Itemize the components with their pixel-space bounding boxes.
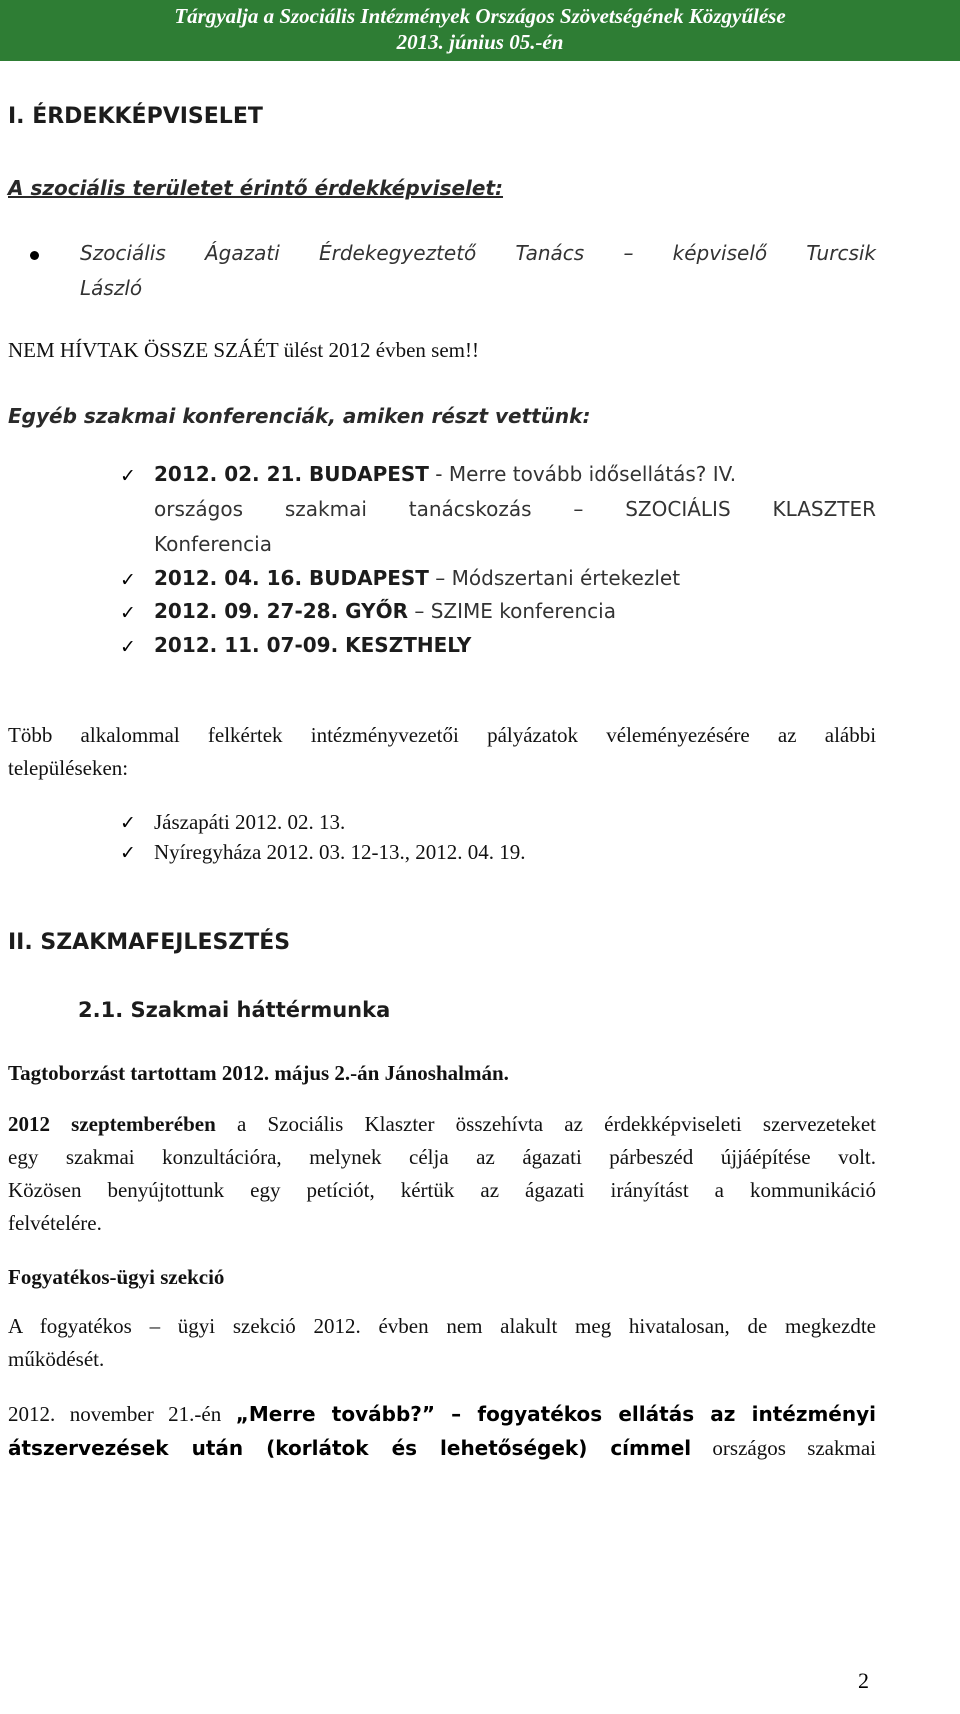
conference-topic: – SZIME konferencia (408, 599, 616, 623)
conference-item-2 (154, 566, 680, 590)
conference-topic: - Merre tovább idősellátás? IV. (428, 462, 737, 486)
paragraph-1-date: 2012 szeptemberében (8, 1112, 216, 1136)
conference-item-1-line-3: Konferencia (154, 532, 272, 556)
paragraph-1-line-1 (8, 1112, 876, 1137)
bullet-line-1 (80, 241, 876, 265)
header-title: Tárgyalja a Szociális Intézmények Országos Szövetségének Közgyűlése (174, 4, 786, 28)
notice-text: NEM HÍVTAK ÖSSZE SZÁÉT ülést 2012 évben sem!! (8, 338, 479, 362)
recruitment-text: Tagtoborzást tartottam 2012. május 2.-án Jánoshalmán. (8, 1061, 509, 1085)
check-icon: ✓ (120, 812, 136, 834)
paragraph-2-line-2: működését. (8, 1347, 105, 1371)
paragraph-3-date: 2012. november 21.-én (8, 1402, 236, 1426)
paragraph-1-line-2: egy szakmai konzultációra, melynek célja az ágazati párbeszéd újjáépítése volt. (8, 1145, 876, 1169)
page-number: 2 (858, 1668, 869, 1693)
bullet-word: képviselő (672, 241, 768, 265)
paragraph-3-event-title: „Merre tovább?” – fogyatékos ellátás az intézményi (235, 1402, 876, 1426)
disability-section-title: Fogyatékos-ügyi szekció (8, 1265, 225, 1289)
conference-word: tanácskozás (408, 497, 532, 521)
paragraph-3-text: országos szakmai (691, 1436, 876, 1460)
opinion-word: pályázatok (487, 723, 579, 747)
conference-item-4 (154, 633, 471, 657)
opinion-word: alábbi (824, 723, 877, 747)
opinion-word: Több (8, 723, 53, 747)
place-item-1: Jászapáti 2012. 02. 13. (154, 810, 346, 834)
conferences-title: Egyéb szakmai konferenciák, amiken részt vettünk: (8, 404, 591, 428)
check-icon: ✓ (120, 636, 136, 658)
paragraph-2-line-1: A fogyatékos – ügyi szekció 2012. évben nem alakult meg hivatalosan, de megkezdte (8, 1314, 876, 1338)
paragraph-1-line-4: felvételére. (8, 1211, 102, 1235)
section-2-title: II. SZAKMAFEJLESZTÉS (8, 930, 291, 955)
conference-date-place: 2012. 11. 07-09. KESZTHELY (154, 633, 472, 657)
bullet-word: Szociális (80, 241, 166, 265)
conference-date-place: 2012. 09. 27-28. GYŐR (154, 599, 409, 623)
conference-word: országos (154, 497, 243, 521)
bullet-icon (30, 251, 39, 260)
check-icon: ✓ (120, 569, 136, 591)
conference-date-place: 2012. 02. 21. BUDAPEST (154, 462, 429, 486)
conference-word: szakmai (284, 497, 367, 521)
conference-topic: – Módszertani értekezlet (428, 566, 681, 590)
section-2-subtitle: 2.1. Szakmai háttérmunka (78, 998, 391, 1022)
conference-word: KLASZTER (772, 497, 877, 521)
conference-item-3 (154, 599, 616, 623)
check-icon: ✓ (120, 602, 136, 624)
paragraph-1-line-3: Közösen benyújtottunk egy petíciót, kértük az ágazati irányítást a kommunikáció (8, 1178, 876, 1202)
conference-item-1-line-2 (154, 497, 876, 521)
bullet-word: – (623, 241, 634, 265)
bullet-word: Érdekegyeztető (318, 241, 477, 265)
opinion-line-2: településeken: (8, 756, 129, 780)
paragraph-1-text: a Szociális Klaszter összehívta az érdekképviseleti szervezeteket (215, 1112, 877, 1136)
opinion-word: véleményezésére (606, 723, 750, 747)
bullet-line-2: László (80, 276, 143, 300)
opinion-word: alkalommal (80, 723, 180, 747)
paragraph-3-line-2 (8, 1436, 876, 1461)
conference-date-place: 2012. 04. 16. BUDAPEST (154, 566, 429, 590)
bullet-word: Ágazati (204, 241, 280, 265)
bullet-word: Turcsik (806, 241, 877, 265)
opinion-line-1 (8, 723, 876, 748)
page-header (0, 0, 960, 61)
section-1-title: I. ÉRDEKKÉPVISELET (8, 104, 263, 129)
header-date: 2013. június 05.-én (396, 30, 564, 54)
paragraph-3-event-title-cont: átszervezések után (korlátok és lehetőségek) címmel (8, 1436, 692, 1460)
place-item-2: Nyíregyháza 2012. 03. 12-13., 2012. 04. 19. (154, 840, 526, 864)
check-icon: ✓ (120, 465, 136, 487)
check-icon: ✓ (120, 842, 136, 864)
conference-word: – (573, 497, 584, 521)
opinion-word: intézményvezetői (310, 723, 459, 747)
section-1-subtitle: A szociális területet érintő érdekképviselet: (8, 176, 504, 200)
opinion-word: felkértek (207, 723, 283, 747)
bullet-word: Tanács (515, 241, 585, 265)
conference-word: SZOCIÁLIS (625, 497, 731, 521)
conference-item-1 (154, 462, 736, 486)
opinion-word: az (777, 723, 797, 747)
paragraph-3-line-1 (8, 1402, 876, 1427)
